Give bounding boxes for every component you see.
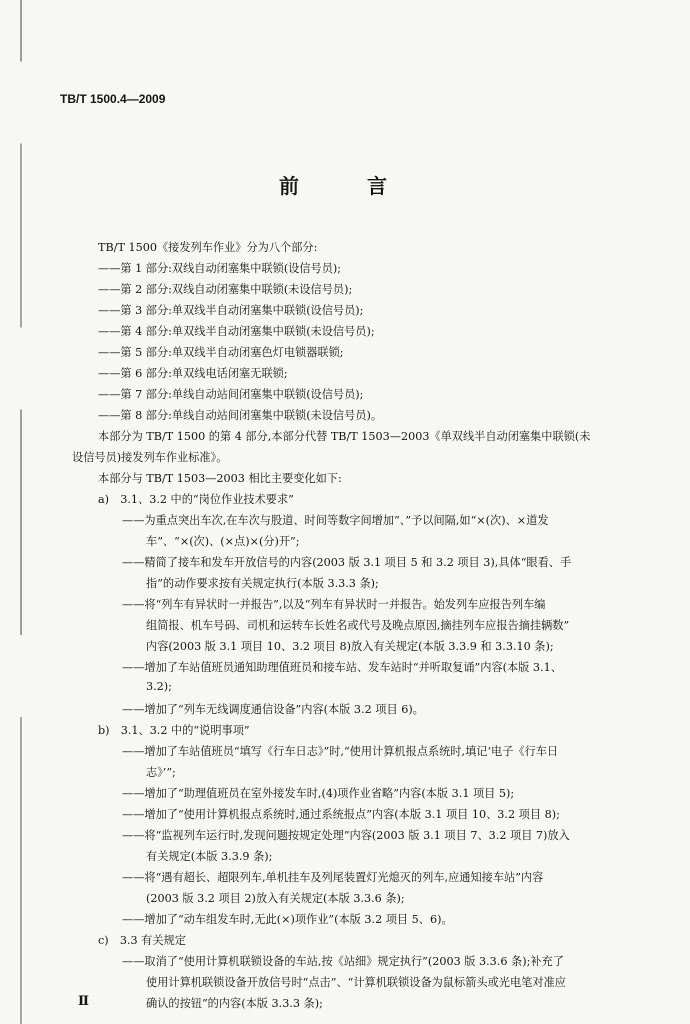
- text-line: ——将“遇有超长、超限列车,单机挂车及列尾装置灯光熄灭的列车,应通知接车站”内容: [122, 871, 544, 884]
- text-line: ——将“列车有异状时一并报告”,以及“列车有异状时一并报告。始发列车应报告列车编: [122, 598, 546, 611]
- text-line: 3.2);: [146, 680, 172, 693]
- text-line: ——第 3 部分:单双线半自动闭塞集中联锁(设信号员);: [98, 304, 364, 317]
- text-line: b) 3.1、3.2 中的“说明事项”: [98, 724, 250, 737]
- standard-code-header: TB/T 1500.4—2009: [60, 92, 166, 106]
- text-line: ——第 6 部分:单双线电话闭塞无联锁;: [98, 367, 288, 380]
- text-line: 组简报、机车号码、司机和运转车长姓名或代号及晚点原因,摘挂列车应报告摘挂辆数”: [146, 619, 570, 632]
- text-line: ——第 7 部分:单线自动站间闭塞集中联锁(设信号员);: [98, 388, 364, 401]
- text-line: c) 3.3 有关规定: [98, 934, 186, 947]
- text-line: 有关规定(本版 3.3.9 条);: [146, 850, 273, 863]
- text-line: ——第 2 部分:双线自动闭塞集中联锁(未设信号员);: [98, 283, 353, 296]
- text-line: 本部分与 TB/T 1503—2003 相比主要变化如下:: [98, 472, 342, 485]
- text-line: TB/T 1500《接发列车作业》分为八个部分:: [98, 241, 318, 254]
- text-line: ——第 5 部分:单双线半自动闭塞色灯电锁器联锁;: [98, 346, 344, 359]
- text-line: ——第 8 部分:单线自动站间闭塞集中联锁(未设信号员)。: [98, 409, 383, 422]
- text-line: 志》’”;: [146, 766, 176, 779]
- text-line: ——增加了“列车无线调度通信设备”内容(本版 3.2 项目 6)。: [122, 703, 424, 716]
- text-line: 本部分为 TB/T 1500 的第 4 部分,本部分代替 TB/T 1503—2003《单双线半自动闭塞集中联锁(未: [98, 430, 591, 443]
- text-line: ——增加了车站值班员通知助理值班员和接车站、发车站时“并听取复诵”内容(本版 3.1、: [122, 661, 562, 674]
- text-line: ——将“监视列车运行时,发现问题按规定处理”内容(2003 版 3.1 项目 7、3.2 项目 7)放入: [122, 829, 570, 842]
- text-line: ——精简了接车和发车开放信号的内容(2003 版 3.1 项目 5 和 3.2 项目 3),具体“眼看、手: [122, 556, 572, 569]
- text-line: ——为重点突出车次,在车次与股道、时间等数字间增加“、”予以间隔,如“×(次)、×道发: [122, 514, 549, 527]
- page-title: 前 言: [279, 174, 411, 198]
- page-number: Ⅱ: [78, 994, 89, 1009]
- scan-edge-mark: [20, 0, 22, 1024]
- text-line: 内容(2003 版 3.1 项目 10、3.2 项目 8)放入有关规定(本版 3.3.9 和 3.3.10 条);: [146, 640, 554, 653]
- text-line: (2003 版 3.2 项目 2)放入有关规定(本版 3.3.6 条);: [146, 892, 405, 905]
- text-line: ——增加了“助理值班员在室外接发车时,(4)项作业省略”内容(本版 3.1 项目 5);: [122, 787, 515, 800]
- text-line: ——取消了“使用计算机联锁设备的车站,按《站细》规定执行”(2003 版 3.3.6 条);补充了: [122, 955, 564, 968]
- text-line: 使用计算机联锁设备开放信号时“点击”、“计算机联锁设备为鼠标箭头或光电笔对准应: [146, 976, 566, 989]
- text-line: ——第 4 部分:单双线半自动闭塞集中联锁(未设信号员);: [98, 325, 375, 338]
- text-line: 车”、“×(次)、(×点)×(分)开”;: [146, 535, 300, 548]
- text-line: ——增加了车站值班员“填写《行车日志》”时,“使用计算机报点系统时,填记‘电子《行车日: [122, 745, 559, 758]
- text-line: 指”的动作要求按有关规定执行(本版 3.3.3 条);: [146, 577, 379, 590]
- text-line: ——增加了“使用计算机报点系统时,通过系统报点”内容(本版 3.1 项目 10、3.2 项目 8);: [122, 808, 560, 821]
- text-line: ——增加了“动车组发车时,无此(×)项作业”(本版 3.2 项目 5、6)。: [122, 913, 453, 926]
- text-line: ——第 1 部分:双线自动闭塞集中联锁(设信号员);: [98, 262, 342, 275]
- text-line: 设信号员)接发列车作业标准》。: [72, 451, 228, 464]
- text-line: 确认的按钮”的内容(本版 3.3.3 条);: [146, 997, 323, 1010]
- text-line: a) 3.1、3.2 中的“岗位作业技术要求”: [98, 493, 294, 506]
